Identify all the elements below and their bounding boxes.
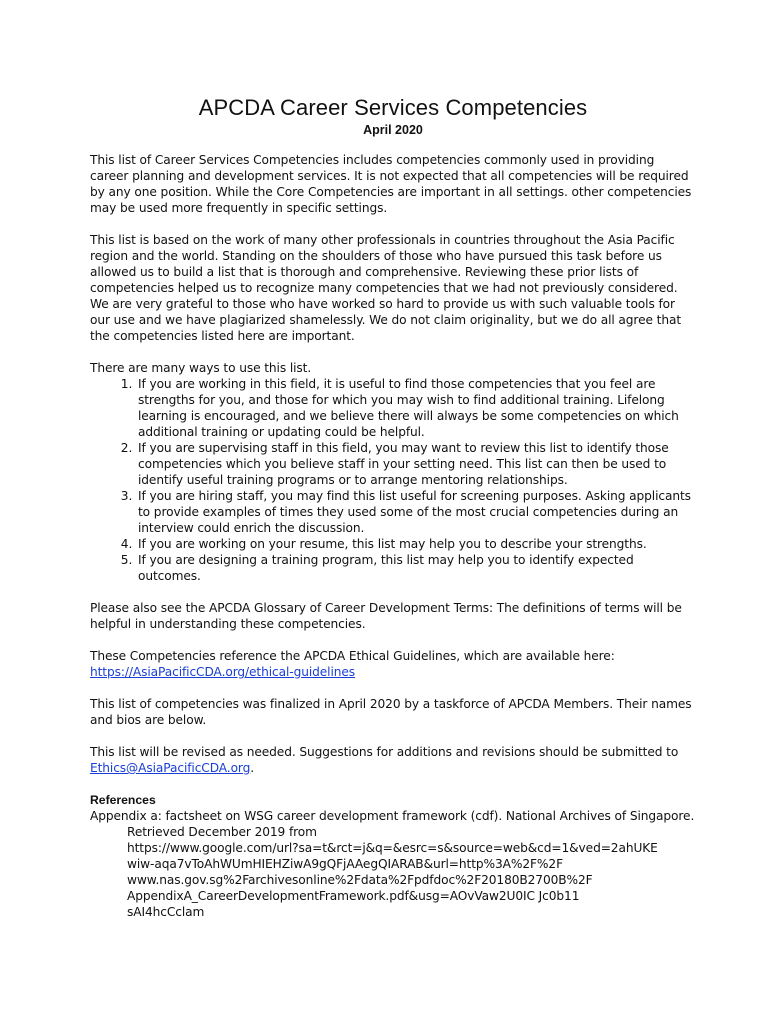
uses-list: [90, 376, 696, 584]
reference-url-line: wiw-aqa7vToAhWUmHIEHZiwA9gQFjAAegQIARAB&url=http%3A%2F%2F: [127, 857, 563, 871]
references-heading: References: [90, 793, 156, 807]
ethics-paragraph: [90, 648, 696, 680]
reference-url-line: https://www.google.com/url?sa=t&rct=j&q=&esrc=s&source=web&cd=1&ved=2ahUKE: [127, 841, 658, 855]
revise-text: This list will be revised as needed. Suggestions for additions and revisions should be submitted to: [90, 745, 679, 759]
reference-entry: [90, 808, 696, 920]
uses-intro: There are many ways to use this list.: [90, 361, 312, 375]
list-item: 1. If you are working in this field, it is useful to find those competencies that you feel are strengths for you, and those for which you may wish to find additional training. Lifelong learning is encouraged, and we believe there will always be some competencies on which additional training or updating could be helpful.: [136, 376, 696, 440]
list-item: 5. If you are designing a training program, this list may help you to identify expected outcomes.: [136, 552, 696, 584]
intro-paragraph: This list of Career Services Competencies includes competencies commonly used in providing career planning and development services. It is not expected that all competencies will be required by any one position. While the Core Competencies are important in all settings. other competencies may be used more frequently in specific settings.: [90, 153, 692, 215]
reference-url-line: AppendixA_CareerDevelopmentFramework.pdf&usg=AOvVaw2U0IC Jc0b11: [127, 889, 580, 903]
reference-url-line: www.nas.gov.sg%2Farchivesonline%2Fdata%2Fpdfdoc%2F20180B2700B%2F: [127, 873, 593, 887]
background-paragraph: This list is based on the work of many other professionals in countries throughout the Asia Pacific region and the world. Standing on the shoulders of those who have pursued this task before us allowed us to build a list that is thorough and comprehensive. Reviewing these prior lists of competencies helped us to recognize many competencies that we had not previously considered. We are very grateful to those who have worked so hard to provide us with such valuable tools for our use and we have plagiarized shamelessly. We do not claim originality, but we do all agree that the competencies listed here are important.: [90, 233, 681, 343]
ethics-text: These Competencies reference the APCDA Ethical Guidelines, which are available here:: [90, 649, 615, 663]
ethics-guidelines-link[interactable]: https://AsiaPacificCDA.org/ethical-guidelines: [90, 665, 355, 679]
taskforce-paragraph: This list of competencies was finalized in April 2020 by a taskforce of APCDA Members. Their names and bios are below.: [90, 697, 692, 727]
list-item: 2. If you are supervising staff in this field, you may want to review this list to identify those competencies which you believe staff in your setting need. This list can then be used to identify useful training programs or to arrange mentoring relationships.: [136, 440, 696, 488]
document-title: APCDA Career Services Competencies: [198, 95, 588, 120]
glossary-paragraph: Please also see the APCDA Glossary of Career Development Terms: The definitions of terms will be helpful in understanding these competencies.: [90, 601, 682, 631]
reference-text: Appendix a: factsheet on WSG career development framework (cdf). National Archives of Singapore. Retrieved December 2019 from: [90, 809, 695, 839]
revise-period: .: [250, 761, 255, 775]
list-item: 4. If you are working on your resume, this list may help you to describe your strengths.: [136, 536, 696, 552]
revise-paragraph: [90, 744, 696, 776]
document-date: April 2020: [363, 123, 423, 137]
ethics-email-link[interactable]: Ethics@AsiaPacificCDA.org: [90, 761, 251, 775]
list-item: 3. If you are hiring staff, you may find this list useful for screening purposes. Asking applicants to provide examples of times they used some of the most crucial competencies during an interview could enrich the discussion.: [136, 488, 696, 536]
reference-url-line: sAI4hcCclam: [127, 905, 205, 919]
